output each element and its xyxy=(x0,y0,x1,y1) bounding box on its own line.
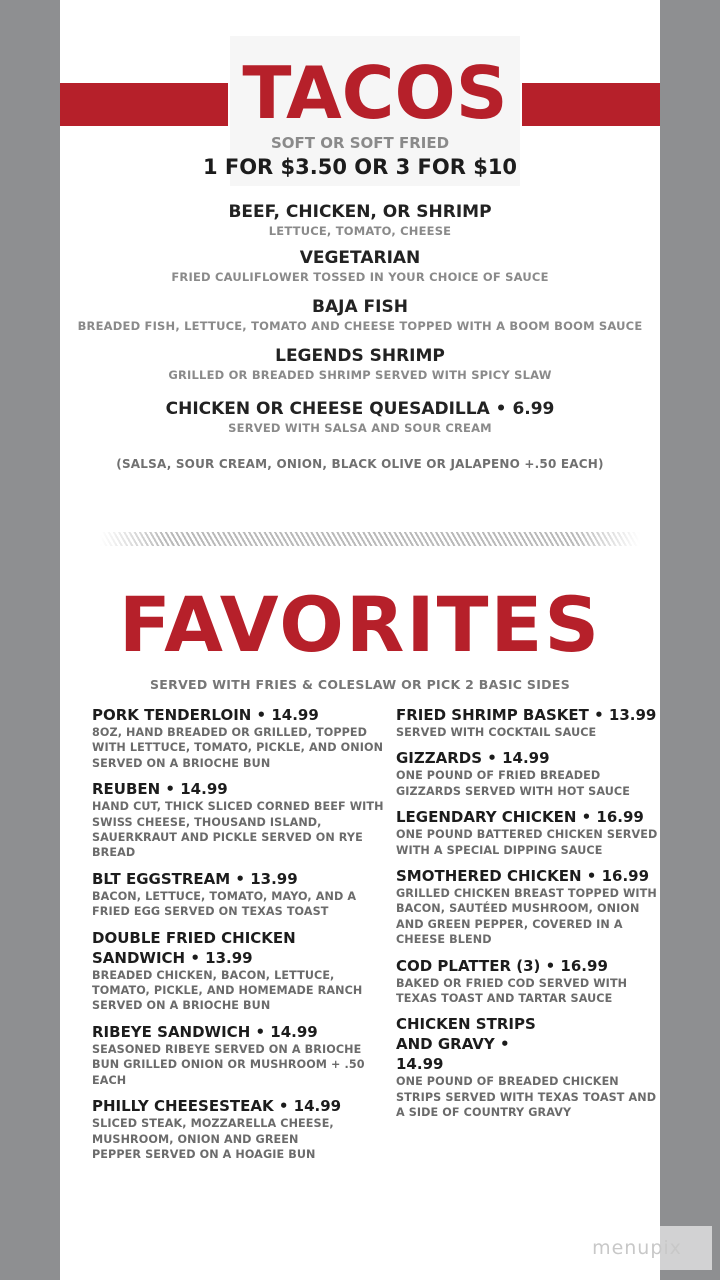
menu-item-desc: GRILLED CHICKEN BREAST TOPPED WITH BACON, SAUTÉED MUSHROOM, ONION AND GREEN PEPPER, COVERED IN A CHEESE BLEND xyxy=(396,887,657,947)
taco-item-desc: BREADED FISH, LETTUCE, TOMATO AND CHEESE TOPPED WITH A BOOM BOOM SAUCE xyxy=(77,319,643,333)
taco-item-desc: GRILLED OR BREADED SHRIMP SERVED WITH SPICY SLAW xyxy=(168,368,552,382)
menu-item-desc: SLICED STEAK, MOZZARELLA CHEESE, MUSHROOM, ONION AND GREEN PEPPER SERVED ON A HOAGIE BUN xyxy=(92,1117,334,1161)
menu-item-desc: SEASONED RIBEYE SERVED ON A BRIOCHE BUN GRILLED ONION OR MUSHROOM + .50 EACH xyxy=(92,1042,365,1087)
menu-item-name: RIBEYE SANDWICH • 14.99 xyxy=(92,1022,318,1041)
menu-item xyxy=(92,1096,387,1162)
menu-item-desc: ONE POUND OF FRIED BREADED GIZZARDS SERVED WITH HOT SAUCE xyxy=(396,769,630,798)
taco-item-name: VEGETARIAN xyxy=(299,248,421,268)
section-divider xyxy=(100,532,640,546)
menu-item-name: REUBEN • 14.99 xyxy=(92,780,228,799)
menu-item xyxy=(92,779,387,861)
favorites-left-column xyxy=(92,705,387,1170)
taco-item-desc: SERVED WITH SALSA AND SOUR CREAM xyxy=(228,421,492,435)
favorites-right-column xyxy=(396,705,658,1129)
favorites-subtitle: SERVED WITH FRIES & COLESLAW OR PICK 2 BASIC SIDES xyxy=(150,677,570,692)
tacos-band-right xyxy=(522,83,660,126)
menu-item-desc: BAKED OR FRIED COD SERVED WITH TEXAS TOAST AND TARTAR SAUCE xyxy=(396,976,628,1006)
taco-item-name: LEGENDS SHRIMP xyxy=(275,346,445,366)
menu-item xyxy=(92,705,387,771)
menu-item-desc: SERVED WITH COCKTAIL SAUCE xyxy=(396,726,597,739)
menu-item-name: SMOTHERED CHICKEN • 16.99 xyxy=(396,867,650,886)
menu-item xyxy=(396,956,658,1007)
taco-item-desc: FRIED CAULIFLOWER TOSSED IN YOUR CHOICE OF SAUCE xyxy=(171,270,549,284)
menu-item-desc: ONE POUND OF BREADED CHICKEN STRIPS SERVED WITH TEXAS TOAST AND A SIDE OF COUNTRY GRAVY xyxy=(396,1075,657,1120)
menu-item-name: LEGENDARY CHICKEN • 16.99 xyxy=(396,808,644,827)
taco-item-name: CHICKEN OR CHEESE QUESADILLA • 6.99 xyxy=(165,399,555,419)
menu-item-name: GIZZARDS • 14.99 xyxy=(396,749,550,768)
taco-item-name: BAJA FISH xyxy=(312,297,408,317)
taco-item-desc: LETTUCE, TOMATO, CHEESE xyxy=(268,224,452,238)
menu-item-name: FRIED SHRIMP BASKET • 13.99 xyxy=(396,706,657,724)
menu-page xyxy=(60,0,660,1280)
menu-item-desc: BREADED CHICKEN, BACON, LETTUCE, TOMATO, PICKLE, AND HOMEMADE RANCH SERVED ON A BRIOCHE BUN xyxy=(92,968,363,1013)
menu-item xyxy=(396,705,658,740)
taco-item xyxy=(60,296,660,334)
menu-item-desc: HAND CUT, THICK SLICED CORNED BEEF WITH SWISS CHEESE, THOUSAND ISLAND, SAUERKRAUT AND PICKLE SERVED ON RYE BREAD xyxy=(92,800,384,860)
menu-item xyxy=(92,1022,387,1088)
taco-item xyxy=(60,201,660,239)
menu-item-desc: 8OZ, HAND BREADED OR GRILLED, TOPPED WITH LETTUCE, TOMATO, PICKLE, AND ONION SERVED ON A BRIOCHE BUN xyxy=(92,726,384,770)
menu-item-name: PHILLY CHEESESTEAK • 14.99 xyxy=(92,1097,342,1116)
tacos-price-line: 1 FOR $3.50 OR 3 FOR $10 xyxy=(202,155,518,179)
menu-item-desc: BACON, LETTUCE, TOMATO, MAYO, AND A FRIED EGG SERVED ON TEXAS TOAST xyxy=(92,889,357,919)
menu-item-name: CHICKEN STRIPS AND GRAVY • 14.99 xyxy=(396,1015,536,1074)
menu-item xyxy=(92,869,387,920)
menupix-watermark: menupix xyxy=(562,1226,712,1270)
menu-item xyxy=(396,866,658,948)
menu-item xyxy=(396,807,658,858)
menu-item xyxy=(92,928,387,1014)
taco-item xyxy=(60,247,660,285)
tacos-band-left xyxy=(60,83,228,126)
taco-item xyxy=(60,345,660,383)
taco-item-name: BEEF, CHICKEN, OR SHRIMP xyxy=(228,202,492,222)
menu-item-name: COD PLATTER (3) • 16.99 xyxy=(396,956,608,975)
tacos-subtitle: SOFT OR SOFT FRIED xyxy=(270,134,450,152)
tacos-title: TACOS xyxy=(242,51,508,135)
menu-item-name: DOUBLE FRIED CHICKEN SANDWICH • 13.99 xyxy=(92,928,296,967)
menu-item-name: BLT EGGSTREAM • 13.99 xyxy=(92,869,298,888)
menu-item-desc: ONE POUND BATTERED CHICKEN SERVED WITH A SPECIAL DIPPING SAUCE xyxy=(396,828,658,857)
tacos-extras-note: (SALSA, SOUR CREAM, ONION, BLACK OLIVE OR JALAPENO +.50 EACH) xyxy=(116,457,604,471)
favorites-title: FAVORITES xyxy=(118,580,602,669)
menu-item xyxy=(396,748,658,799)
menu-item xyxy=(396,1014,658,1120)
taco-item xyxy=(60,398,660,436)
menu-item-name: PORK TENDERLOIN • 14.99 xyxy=(92,706,319,724)
